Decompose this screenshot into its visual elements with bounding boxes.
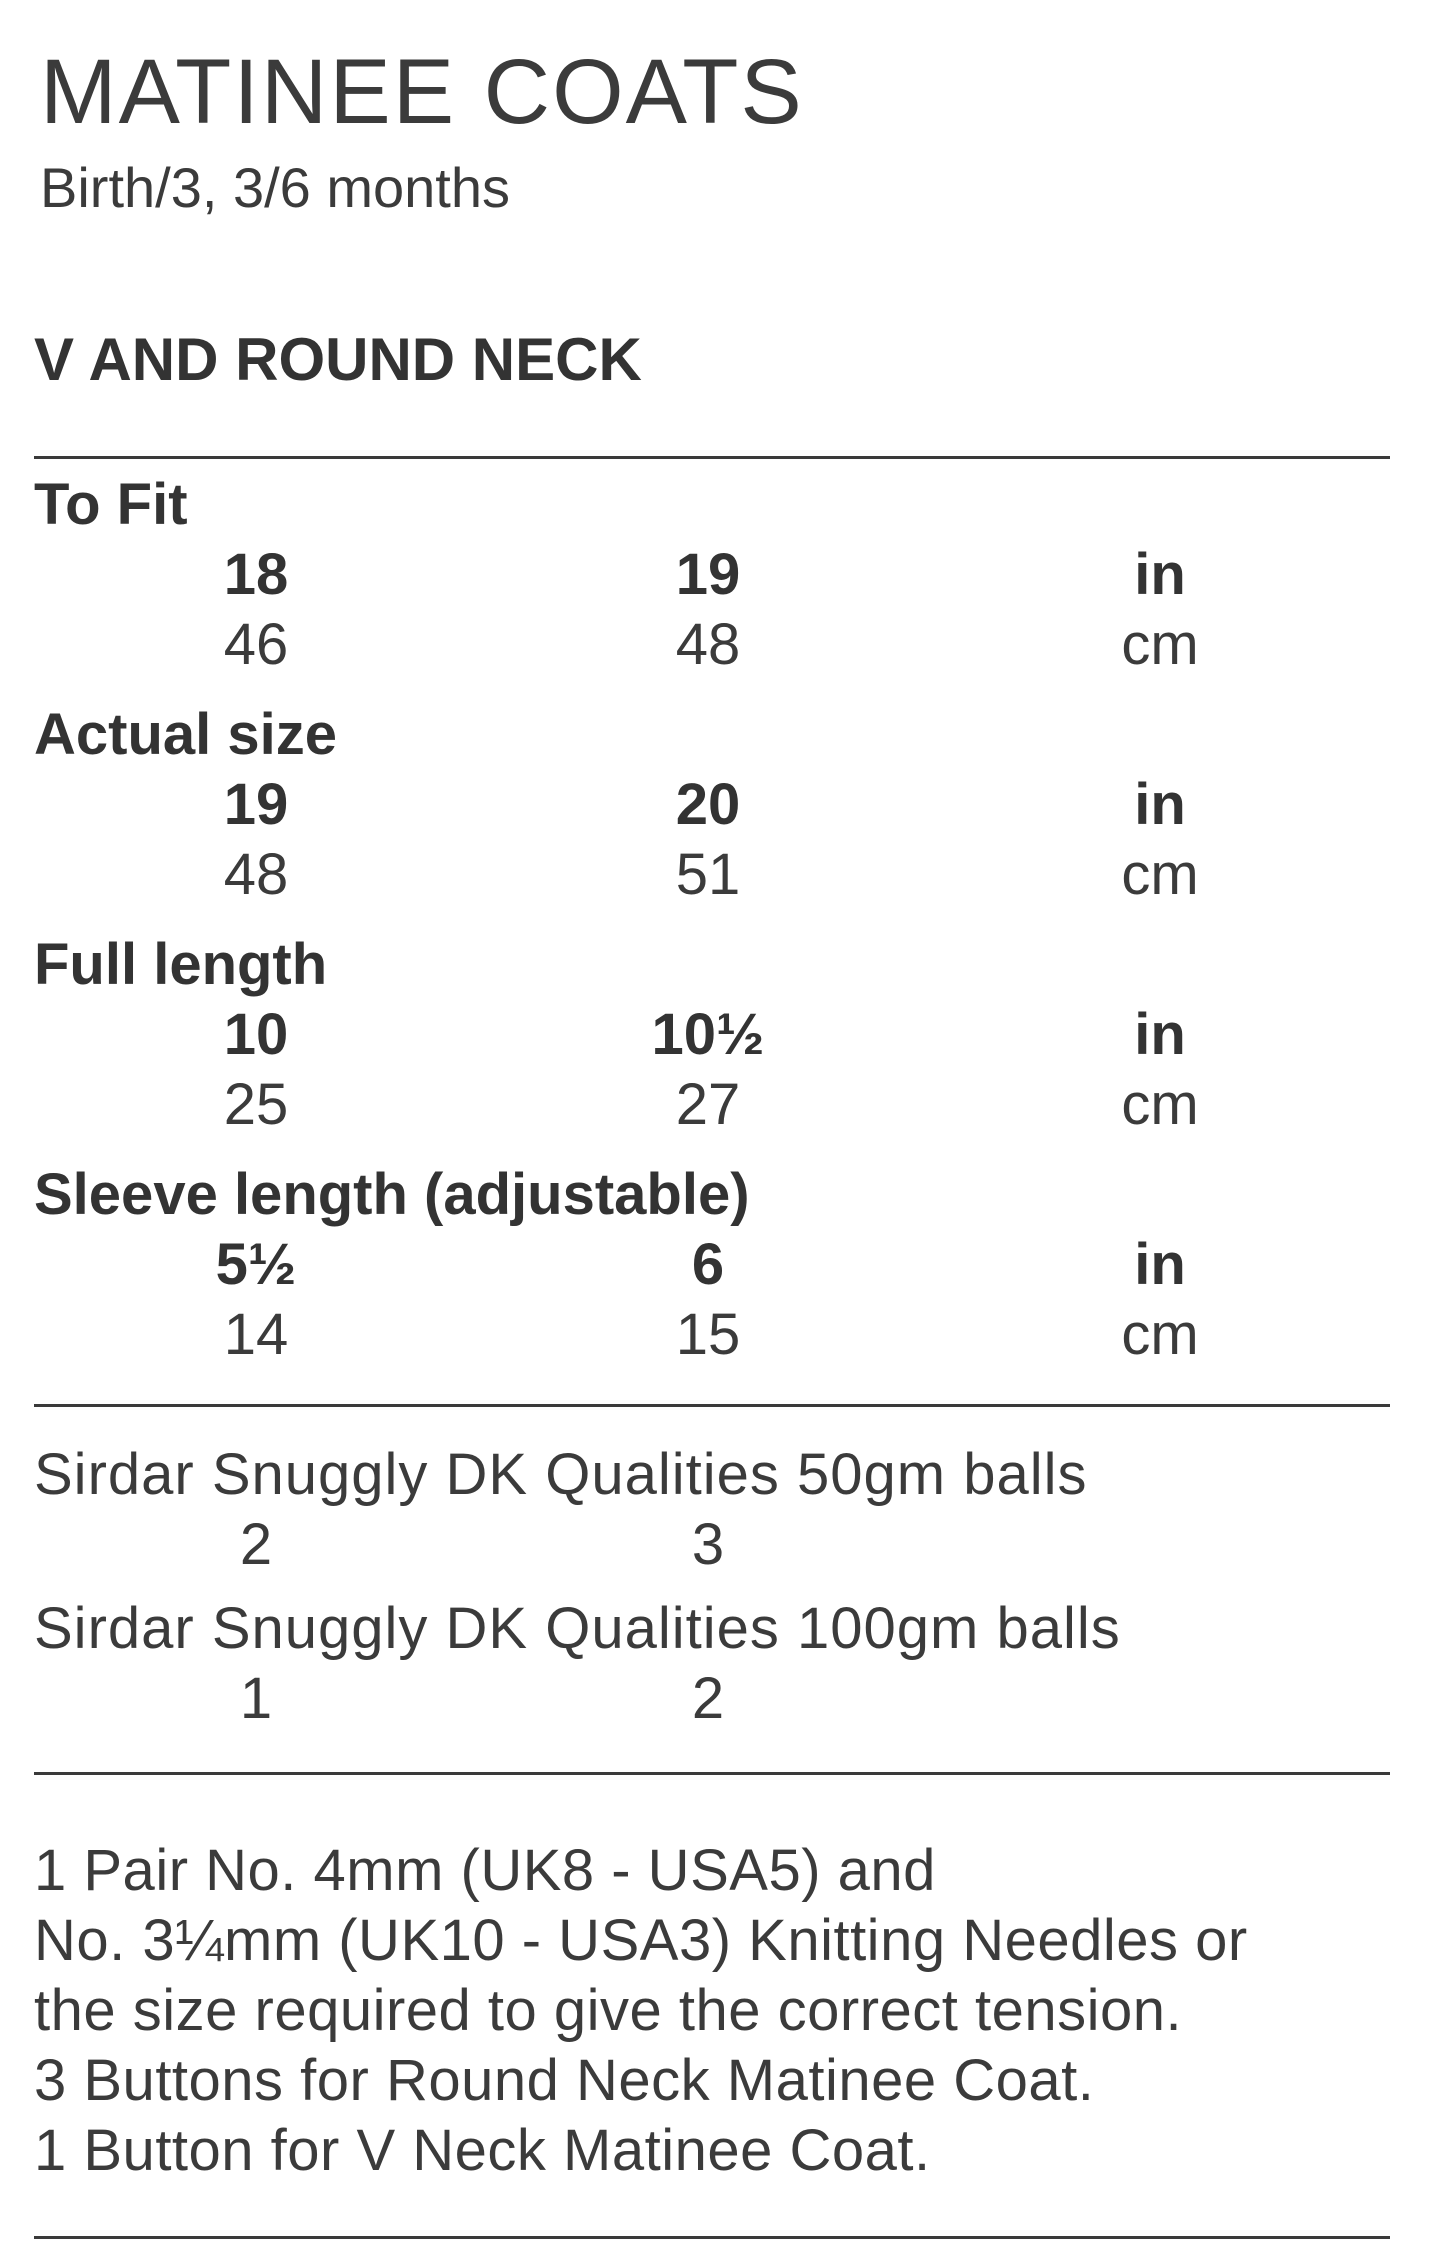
size-2-inches: 10½ [651, 1002, 765, 1067]
note-line: 1 Pair No. 4mm (UK8 - USA5) and [34, 1838, 936, 1903]
yarn-100gm-size-2: 2 [691, 1666, 725, 1731]
size-range-subtitle: Birth/3, 3/6 months [40, 156, 511, 219]
unit-cm: cm [1121, 1302, 1199, 1367]
note-line: the size required to give the correct tension. [34, 1978, 1183, 2043]
divider-measurements [34, 1404, 1390, 1407]
divider-top [34, 456, 1390, 459]
unit-cm: cm [1121, 1072, 1199, 1137]
yarn-50gm-size-2: 3 [691, 1512, 725, 1577]
unit-inches: in [1134, 542, 1186, 607]
size-2-cm: 15 [675, 1302, 741, 1367]
yarn-50gm-size-1: 2 [239, 1512, 273, 1577]
note-line: 3 Buttons for Round Neck Matinee Coat. [34, 2048, 1095, 2113]
note-line: No. 3¼mm (UK10 - USA3) Knitting Needles or [34, 1908, 1248, 1973]
measurement-label: Sleeve length (adjustable) [34, 1162, 750, 1227]
note-line: 1 Button for V Neck Matinee Coat. [34, 2118, 931, 2183]
size-2-cm: 51 [675, 842, 741, 907]
size-1-inches: 18 [223, 542, 289, 607]
unit-inches: in [1134, 1002, 1186, 1067]
size-1-cm: 48 [223, 842, 289, 907]
unit-cm: cm [1121, 612, 1199, 677]
size-2-inches: 19 [675, 542, 741, 607]
size-1-inches: 10 [223, 1002, 289, 1067]
unit-inches: in [1134, 772, 1186, 837]
yarn-label-50gm: Sirdar Snuggly DK Qualities 50gm balls [34, 1442, 1088, 1507]
unit-inches: in [1134, 1232, 1186, 1297]
size-2-inches: 20 [675, 772, 741, 837]
yarn-100gm-size-1: 1 [239, 1666, 273, 1731]
size-1-inches: 5½ [215, 1232, 297, 1297]
size-1-cm: 46 [223, 612, 289, 677]
materials-notes [34, 1836, 1414, 2186]
size-2-inches: 6 [691, 1232, 725, 1297]
size-1-cm: 25 [223, 1072, 289, 1137]
measurement-label: To Fit [34, 472, 188, 537]
style-heading: V AND ROUND NECK [34, 326, 642, 393]
divider-bottom [34, 2236, 1390, 2239]
size-1-cm: 14 [223, 1302, 289, 1367]
unit-cm: cm [1121, 842, 1199, 907]
size-2-cm: 48 [675, 612, 741, 677]
page-title: MATINEE COATS [40, 41, 804, 143]
measurement-label: Full length [34, 932, 328, 997]
yarn-label-100gm: Sirdar Snuggly DK Qualities 100gm balls [34, 1596, 1121, 1661]
divider-yarn [34, 1772, 1390, 1775]
measurement-label: Actual size [34, 702, 337, 767]
size-2-cm: 27 [675, 1072, 741, 1137]
size-1-inches: 19 [223, 772, 289, 837]
